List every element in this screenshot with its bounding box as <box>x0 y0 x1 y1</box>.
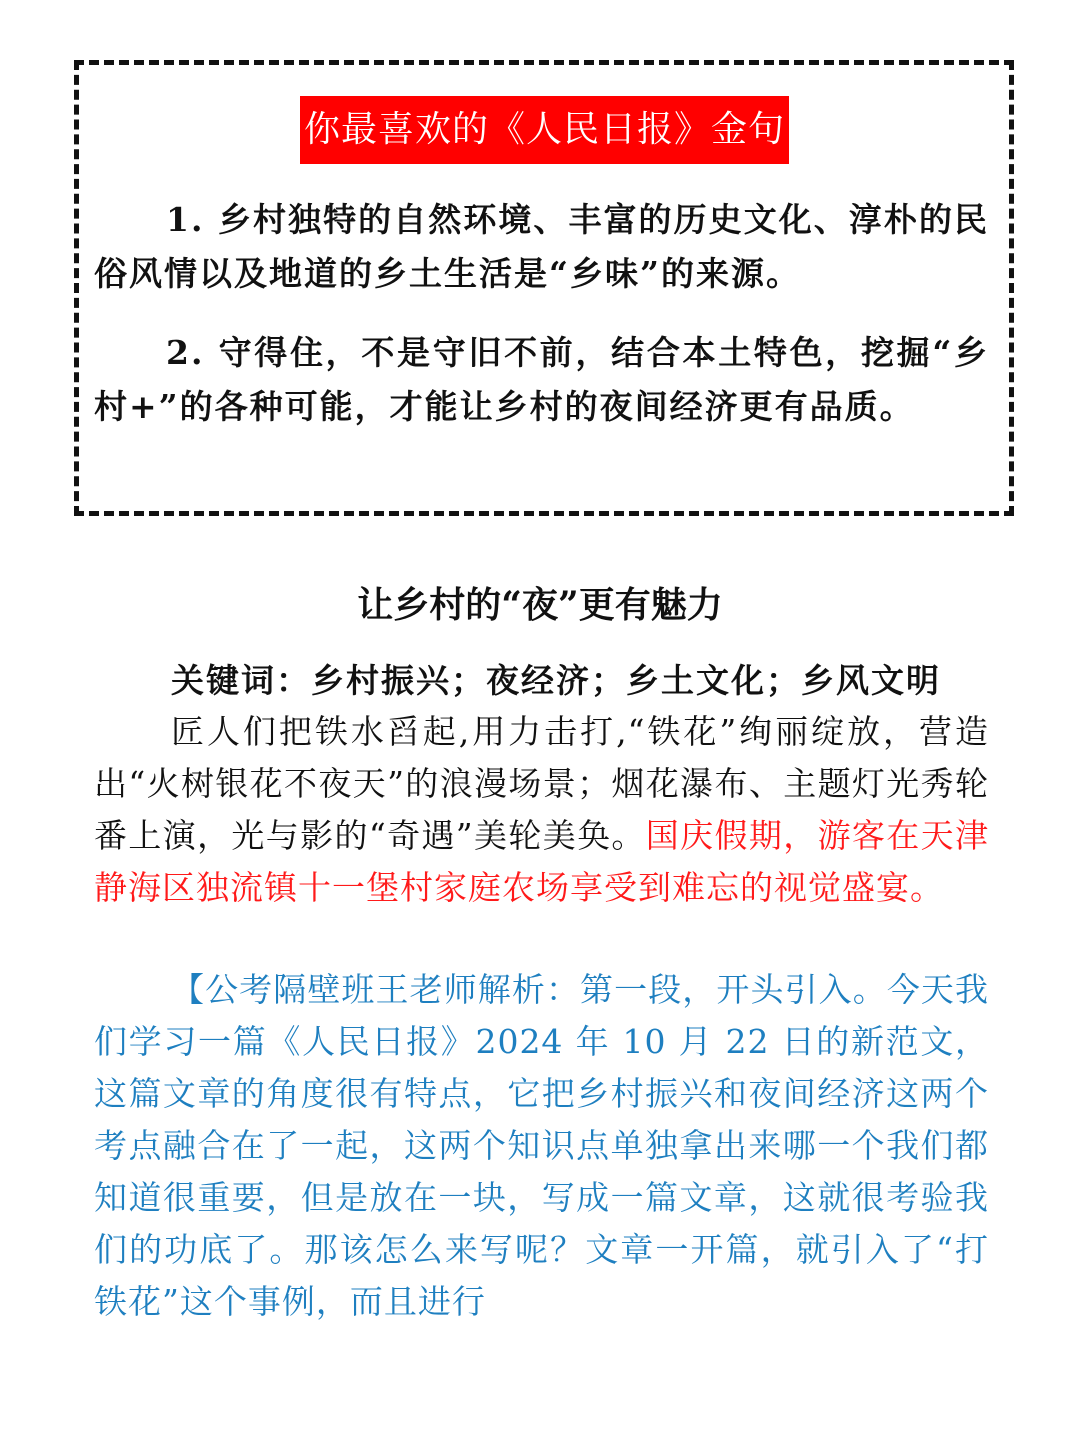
article-paragraph-1 <box>94 706 989 914</box>
paragraph-1-highlight: 国庆假期，游客在天津静海区独流镇十一堡村家庭农场享受到难忘的视觉盛宴。 <box>94 816 989 907</box>
quote-box-title: 你最喜欢的《人民日报》金句 <box>300 96 789 164</box>
article-title: 让乡村的“夜”更有魅力 <box>357 584 723 626</box>
article-keywords: 关键词：乡村振兴；夜经济；乡土文化；乡风文明 <box>171 661 941 700</box>
paragraph-1-text: 匠人们把铁水舀起,用力击打,“铁花”绚丽绽放，营造出“火树银花不夜天”的浪漫场景；烟花瀑布、主题灯光秀轮番上演，光与影的“奇遇”美轮美奂。 <box>94 712 989 855</box>
quote-item-1: 1. 乡村独特的自然环境、丰富的历史文化、淳朴的民俗风情以及地道的乡土生活是“乡味”的来源。 <box>94 200 989 293</box>
quote-item-2: 2. 守得住，不是守旧不前，结合本土特色，挖掘“乡村+”的各种可能，才能让乡村的夜间经济更有品质。 <box>94 333 989 426</box>
analysis-paragraph: 【公考隔壁班王老师解析：第一段，开头引入。今天我们学习一篇《人民日报》2024 年 10 月 22 日的新范文，这篇文章的角度很有特点，它把乡村振兴和夜间经济这两个考点融合在了一起，这两个知识点单独拿出来哪一个我们都知道很重要，但是放在一块，写成一篇文章，这就很考验我们的功底了。那该怎么来写呢？文章一开篇，就引入了“打铁花”这个事例，而且进行 <box>94 970 989 1321</box>
